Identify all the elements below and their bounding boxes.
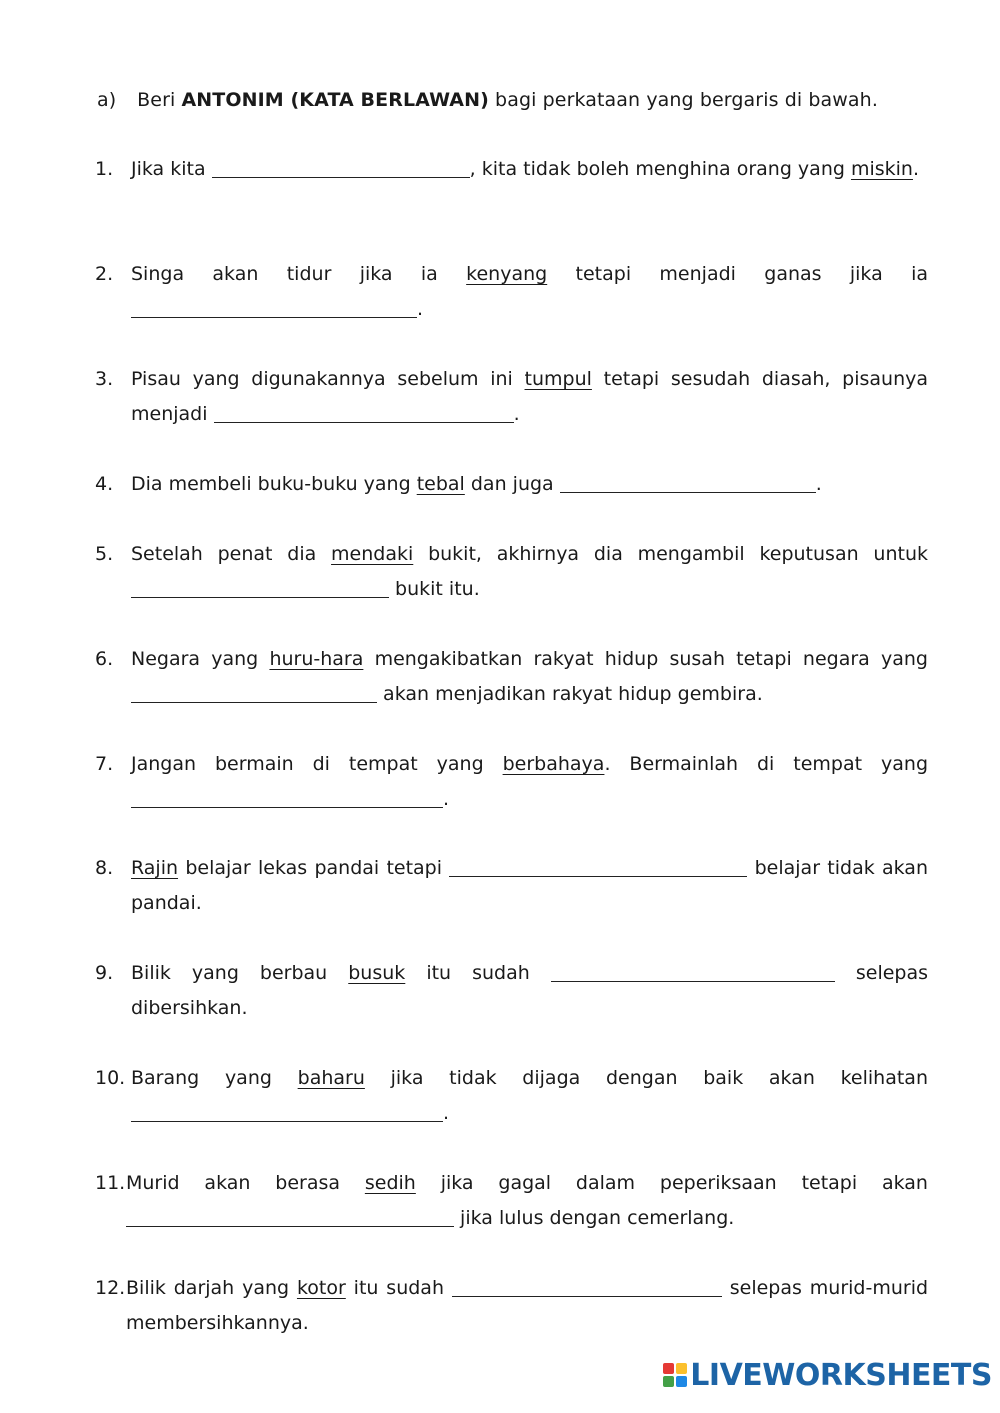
question-text: bukit itu. bbox=[395, 578, 480, 600]
question-8 bbox=[95, 851, 928, 921]
question-text: , kita tidak boleh menghina orang yang bbox=[469, 158, 845, 180]
question-text: itu sudah bbox=[353, 1277, 444, 1299]
answer-blank[interactable] bbox=[131, 680, 377, 703]
underlined-word: miskin bbox=[850, 158, 913, 180]
question-text: mengakibatkan rakyat hidup susah tetapi negara yang bbox=[374, 648, 928, 670]
question-9 bbox=[95, 956, 928, 1026]
answer-blank[interactable] bbox=[452, 1274, 722, 1297]
answer-blank[interactable] bbox=[212, 155, 470, 178]
answer-blank[interactable] bbox=[449, 854, 747, 877]
question-number: 9. bbox=[95, 962, 114, 984]
question-text: jika lulus dengan cemerlang. bbox=[460, 1207, 735, 1229]
question-text: Jika kita bbox=[131, 158, 206, 180]
question-text: . bbox=[912, 158, 920, 180]
question-text: selepas dibersihkan. bbox=[131, 962, 929, 1019]
question-number: 1. bbox=[95, 158, 114, 180]
answer-blank[interactable] bbox=[560, 470, 816, 493]
question-text: . bbox=[417, 298, 424, 320]
answer-blank[interactable] bbox=[131, 295, 417, 318]
liveworksheets-logo[interactable] bbox=[663, 1355, 992, 1395]
question-text: itu sudah bbox=[426, 962, 530, 984]
question-text: Barang yang bbox=[131, 1067, 272, 1089]
underlined-word: tumpul bbox=[524, 368, 592, 390]
question-5 bbox=[95, 537, 928, 607]
question-1 bbox=[95, 152, 928, 187]
question-text: belajar lekas pandai tetapi bbox=[185, 857, 443, 879]
answer-blank[interactable] bbox=[126, 1204, 454, 1227]
underlined-word: kotor bbox=[296, 1277, 346, 1299]
question-text: bukit, akhirnya dia mengambil keputusan untuk bbox=[428, 543, 928, 565]
instruction bbox=[97, 86, 937, 114]
question-text: dan juga bbox=[470, 473, 554, 495]
question-text: . bbox=[513, 403, 520, 425]
question-text: jika gagal dalam peperiksaan tetapi akan bbox=[440, 1172, 928, 1194]
question-2 bbox=[95, 257, 928, 327]
instruction-keyword: ANTONIM (KATA BERLAWAN) bbox=[181, 89, 489, 111]
question-text: Bilik yang berbau bbox=[131, 962, 328, 984]
underlined-word: busuk bbox=[348, 962, 406, 984]
answer-blank[interactable] bbox=[551, 959, 835, 982]
question-text: . bbox=[443, 1102, 450, 1124]
question-number: 4. bbox=[95, 473, 114, 495]
question-number: 11. bbox=[95, 1172, 126, 1194]
underlined-word: tebal bbox=[416, 473, 465, 495]
question-number: 2. bbox=[95, 263, 114, 285]
question-number: 3. bbox=[95, 368, 114, 390]
question-10 bbox=[95, 1061, 928, 1131]
question-text: Murid akan berasa bbox=[126, 1172, 341, 1194]
question-text: Jangan bermain di tempat yang bbox=[131, 753, 484, 775]
instruction-label: a) bbox=[97, 89, 117, 111]
question-text: belajar tidak akan pandai. bbox=[131, 857, 928, 914]
question-text: . Bermainlah di tempat yang bbox=[604, 753, 929, 775]
question-text: tetapi menjadi ganas jika ia bbox=[575, 263, 928, 285]
question-text: Pisau yang digunakannya sebelum ini bbox=[131, 368, 513, 390]
underlined-word: mendaki bbox=[331, 543, 414, 565]
question-text: Singa akan tidur jika ia bbox=[131, 263, 438, 285]
question-4 bbox=[95, 467, 928, 502]
instruction-pre: Beri bbox=[137, 89, 176, 111]
question-7 bbox=[95, 747, 928, 817]
question-number: 8. bbox=[95, 857, 114, 879]
instruction-post: bagi perkataan yang bergaris di bawah. bbox=[495, 89, 878, 111]
answer-blank[interactable] bbox=[131, 785, 443, 808]
underlined-word: kenyang bbox=[466, 263, 548, 285]
question-text: . bbox=[443, 788, 450, 810]
question-number: 12. bbox=[95, 1277, 126, 1299]
underlined-word: baharu bbox=[297, 1067, 365, 1089]
question-text: Dia membeli buku-buku yang bbox=[131, 473, 411, 495]
question-text: Negara yang bbox=[131, 648, 259, 670]
answer-blank[interactable] bbox=[131, 1099, 443, 1122]
question-text: jika tidak dijaga dengan baik akan kelihatan bbox=[390, 1067, 928, 1089]
question-6 bbox=[95, 642, 928, 712]
question-3 bbox=[95, 362, 928, 432]
question-text: Setelah penat dia bbox=[131, 543, 317, 565]
underlined-word: huru-hara bbox=[269, 648, 364, 670]
underlined-word: Rajin bbox=[131, 857, 179, 879]
question-number: 5. bbox=[95, 543, 114, 565]
answer-blank[interactable] bbox=[214, 400, 514, 423]
question-text: akan menjadikan rakyat hidup gembira. bbox=[383, 683, 763, 705]
question-text: Bilik darjah yang bbox=[126, 1277, 290, 1299]
answer-blank[interactable] bbox=[131, 575, 389, 598]
question-number: 6. bbox=[95, 648, 114, 670]
logo-tiles-icon bbox=[663, 1363, 687, 1387]
question-number: 7. bbox=[95, 753, 114, 775]
underlined-word: sedih bbox=[364, 1172, 416, 1194]
question-text: tetapi sesudah diasah, pisaunya menjadi bbox=[131, 368, 928, 425]
question-number: 10. bbox=[95, 1067, 126, 1089]
logo-text: LIVEWORKSHEETS bbox=[690, 1357, 992, 1393]
question-text: selepas murid-murid membersihkannya. bbox=[126, 1277, 929, 1334]
question-12 bbox=[95, 1271, 928, 1341]
underlined-word: berbahaya bbox=[502, 753, 605, 775]
question-text: . bbox=[815, 473, 822, 495]
question-11 bbox=[95, 1166, 928, 1236]
